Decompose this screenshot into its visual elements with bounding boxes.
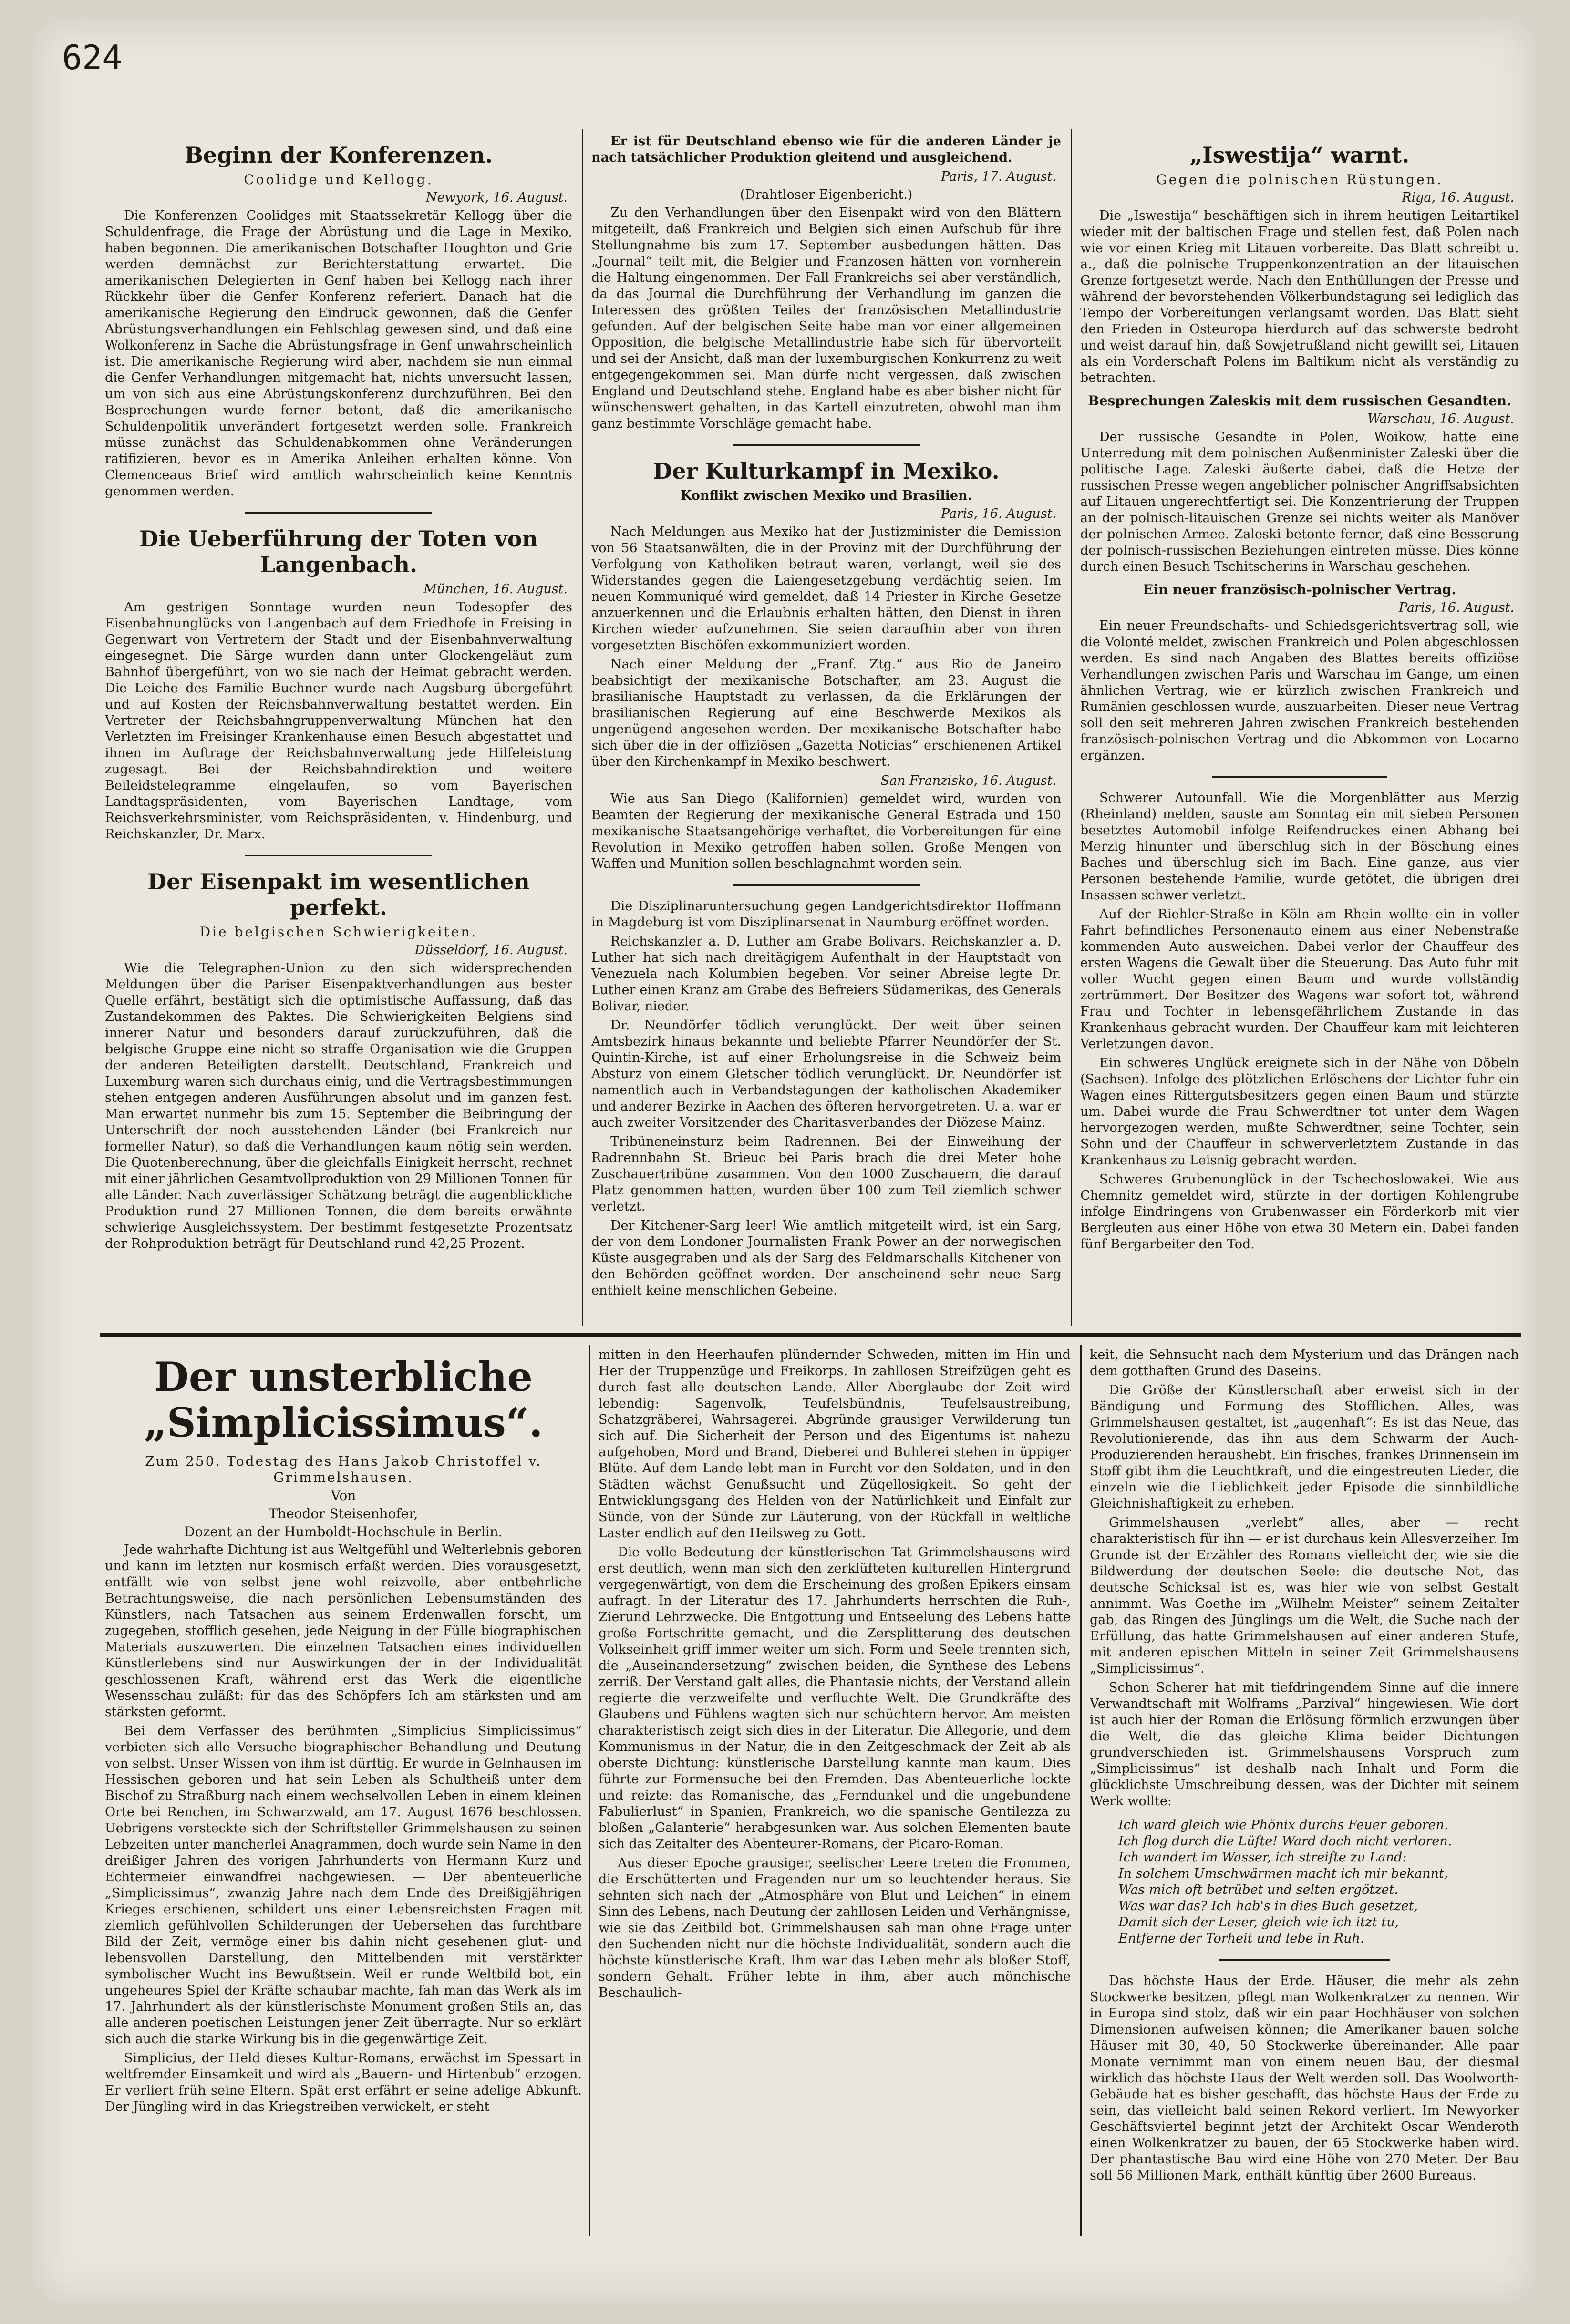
article-paragraph: Simplicius, der Held dieses Kultur-Romans, erwächst im Spessart in weltfremder Einsamkeit und wird als „Bauern- und Hirtenbub“ erzogen. Er verliert früh seine Eltern. Spät erst erfährt er seine adelige Abkunft. Der Jüngling wird in das Kriegstreiben verwickelt, er steht xyxy=(105,2051,582,2114)
column-2 xyxy=(591,134,1061,1326)
dateline: Warschau, 16. August. xyxy=(1367,411,1514,426)
column-rule xyxy=(589,1345,590,2236)
feuilleton-headline: Der unsterbliche „Simplicissimus“. xyxy=(144,1353,543,1446)
feuilleton-column-1 xyxy=(105,1340,582,2236)
subheadline: Ein neuer französisch-polnischer Vertrag. xyxy=(1143,582,1456,597)
article-paragraph: keit, die Sehnsucht nach dem Mysterium und das Drängen nach dem gotthaften Grund des Daseins. xyxy=(1090,1347,1519,1378)
article-paragraph: mitten in den Heerhaufen plündernder Schweden, mitten im Hin und Her der Truppenzüge und Freikorps. In zahllosen Streifzügen geht es durch fast alle deutschen Lande. Aller Aberglaube der Zeit wird lebendig: Sagenvolk, Teufelsbündnis, Teufelsaustreibung, Schatzgräberei, Wahrsagerei. Abgründe grausiger Verwilderung tun sich auf. Die Sicherheit der Person und des Eigentums ist nahezu aufgehoben, Mord und Brand, Dieberei und Buhlerei stehen in üppiger Blüte. Auf dem Lande lebt man in Furcht vor den Soldaten, und in den Städten wächst Genußsucht und Zügellosigkeit. So geht der Entwicklungsgang des Helden von der Natürlichkeit und Einfalt zur Sünde, von der Sünde zur Läuterung, von der Rückfall in weltliche Laster endlich auf den Heilsweg zu Gott. xyxy=(599,1347,1071,1541)
dateline: Paris, 17. August. xyxy=(941,169,1056,184)
article-paragraph: Jede wahrhafte Dichtung ist aus Weltgefühl und Welterlebnis geboren und kann im letzten nur kosmisch erfaßt werden. Dies vorausgesetzt, entfällt wie von selbst jene wohl reizvolle, aber entbehrliche Betrachtungsweise, die nach persönlichen Lebensumständen des Künstlers, nach Tatsachen aus seinem Erdenwallen forscht, um zugegeben, stofflich gesehen, jede Neigung in der Fülle biographischen Materials auszuwerten. Die einzelnen Tatsachen eines individuellen Künstlerlebens sind nur Auswirkungen der in der Individualität geschlossenen Kraft, während erst das Werk die eigentliche Wesensschau zuläßt: für das des Schöpfers Ich am stärksten und am stärksten geformt. xyxy=(105,1542,582,1719)
short-news: Ein schweres Unglück ereignete sich in der Nähe von Döbeln (Sachsen). Infolge des plötzlichen Erlöschens der Lichter fuhr ein Wagen eines Rittergutsbesitzers gegen einen Baum und stürzte um. Dabei wurde die Frau Schwerdtner tot unter dem Wagen hervorgezogen werden, mußte Schwerdtner, seine Tochter, sein Sohn und der Chauffeur in schwerverletztem Zustande in das Krankenhaus zu Leisnig gebracht werden. xyxy=(1080,1056,1519,1168)
headline-eisenpakt: Der Eisenpakt im wesentlichen perfekt. xyxy=(147,869,530,920)
poem xyxy=(1118,1817,1519,1947)
column-3 xyxy=(1080,134,1519,1326)
author-name: Theodor Steisenhofer, xyxy=(269,1506,418,1522)
newspaper-page xyxy=(33,19,1536,2303)
short-news: Schwerer Autounfall. Wie die Morgenblätter aus Merzig (Rheinland) melden, sauste am Sonntag ein mit sieben Personen besetztes Automobil infolge Reifendruckes einen Abhang bei Merzig hinunter und überschlug sich in der Böschung eines Baches und überschlug sich im Bach. Eine ganze, aus vier Personen bestehende Familie, wurde getötet, die übrigen drei Insassen schwer verletzt. xyxy=(1080,791,1519,903)
feuilleton-subtitle: Zum 250. Todestag des Hans Jakob Christoffel v. Grimmelshausen. xyxy=(145,1453,542,1485)
article-paragraph: Aus dieser Epoche grausiger, seelischer Leere treten die Frommen, die Erschütterten und Fragenden nur um so leuchtender heraus. Sie sehnten sich nach der „Atmosphäre von Blut und Leichen“ in einem Sinn des Lebens, nach Deutung der zahllosen Leiden und Verhängnisse, wie sie das Zeitbild bot. Grimmelshausen sah man ohne Frage unter den Suchenden nicht nur die höchste Individualität, sondern auch die höchste künstlerische Kraft. Ihm war das Leben mehr als bloßer Stoff, sondern Gehalt. Früher lebte in ihm, aber auch mönchische Beschaulich- xyxy=(599,1856,1071,2000)
article-paragraph: Nach einer Meldung der „Franf. Ztg.“ aus Rio de Janeiro beabsichtigt der mexikanische Botschafter, am 23. August die brasilianische Hauptstadt zu verlassen, da die Erklärungen der brasilianischen Regierung auf eine Beschwerde Mexikos als ungenügend angesehen werden. Der mexikanische Botschafter habe sich über die in der offiziösen „Gazetta Noticias“ erschienenen Artikel über den Kirchenkampf in Mexiko beschwert. xyxy=(591,657,1061,769)
dateline: San Franzisko, 16. August. xyxy=(880,773,1056,788)
article-paragraph: Am gestrigen Sonntage wurden neun Todesopfer des Eisenbahnunglücks von Langenbach auf dem Friedhofe in Freising in Gegenwart von Vertretern der Stadt und der Eisenbahnverwaltung eingesegnet. Die Särge wurden dann unter Glockengeläut zum Bahnhof übergeführt, von wo sie nach der Heimat gebracht werden. Die Leiche des Familie Buchner wurde nach Augsburg übergeführt und auf Kosten der Reichsbahnverwaltung bestattet werden. Ein Vertreter der Reichsbahngruppenverwaltung München hat den Verletzten im Freisinger Krankenhause einen Besuch abgestattet und ihnen im Auftrage der Reichsbahnverwaltung jede Hilfeleistung zugesagt. Bei der Reichsbahndirektion und weitere Beileidstelegramme eingelaufen, so vom Bayerischen Landtagspräsidenten, vom Bayerischen Landtage, vom Reichsverkehrsminister, vom Reichspräsidenten, v. Hindenburg, und Reichskanzler, Dr. Marx. xyxy=(105,600,572,842)
short-news: Dr. Neundörfer tödlich verunglückt. Der weit über seinen Amtsbezirk hinaus bekannte und beliebte Pfarrer Neundörfer der St. Quintin-Kirche, ist auf einer Erholungsreise in die Schweiz beim Absturz von einem Gletscher tödlich verunglückt. Dr. Neundörfer ist namentlich auch in Verbandstagungen der katholischen Akademiker und anderer Bezirke in Aachen des öfteren hervorgetreten. U. a. war er auch zweiter Vorsitzender des Charitasverbandes der Diözese Mainz. xyxy=(591,1018,1061,1130)
article-paragraph: Die „Iswestija“ beschäftigen sich in ihrem heutigen Leitartikel wieder mit der baltischen Frage und stellen fest, daß Polen nach wie vor einen Krieg mit Litauen vorbereite. Das Blatt schreibt u. a., daß die polnische Truppenkonzentration an der litauischen Grenze fortgesetzt werde. Nach den Enthüllungen der Presse und während der bevorstehenden Völkerbundstagung sei lediglich das Tempo der Vorbereitungen verlangsamt worden. Das Blatt sieht den Frieden in Osteuropa hierdurch auf das schwerste bedroht und weist darauf hin, daß Sowjetrußland nicht gewillt sei, Litauen als ein Vorderschaft Polens im Baltikum nicht als verständig zu betrachten. xyxy=(1080,208,1519,385)
note: (Drahtloser Eigenbericht.) xyxy=(740,187,913,202)
article-paragraph: Zu den Verhandlungen über den Eisenpakt wird von den Blättern mitgeteilt, daß Frankreich und Belgien sich einen Aufschub für ihre Stellungnahme bis zum 17. September ausbedungen hätten. Das „Journal“ teilt mit, die Belgier und Franzosen hätten von vornherein die Haltung eingenommen. Der Fall Frankreichs sei aber verständlich, da das Journal die Durchführung der Verhandlung im ganzen die Interessen des größten Teiles der französischen Metallindustrie gefunden. Auf der belgischen Seite habe man vor einer allgemeinen Opposition, die belgische Metallindustrie habe sich für übervorteilt und sei der Ansicht, daß man der luxemburgischen Konkurrenz zu weit entgegengekommen sei. Man dürfe nicht vergessen, daß zwischen England und Deutschland stehe. England habe es aber bisher nicht für wünschenswert gehalten, in das Kartell einzutreten, obwohl man ihm ganz bestimmte Vorschläge gemacht habe. xyxy=(591,206,1061,431)
article-paragraph: Der russische Gesandte in Polen, Woikow, hatte eine Unterredung mit dem polnischen Außenminister Zaleski über die politische Lage. Zaleski äußerte dabei, daß die Hetze der russischen Presse wegen angeblicher polnischer Angriffsabsichten auf Litauen ungerechtfertigt sei. Die Konzentrierung der Truppen an der polnisch-litauischen Grenze sei nichts weiter als Manöver der polnischen Armee. Zaleski betonte ferner, daß eine Besserung der polnisch-russischen Beziehungen eintreten müsse. Dies könne durch einen Besuch Tschitscherins in Warschau geschehen. xyxy=(1080,430,1519,574)
separator xyxy=(1212,776,1387,778)
subhead: Coolidge und Kellogg. xyxy=(244,172,434,187)
dateline: München, 16. August. xyxy=(423,582,568,596)
author-role: Dozent an der Humboldt-Hochschule in Berlin. xyxy=(184,1524,503,1540)
short-news: Reichskanzler a. D. Luther am Grabe Bolivars. Reichskanzler a. D. Luther hat sich nach dreitägigem Aufenthalt in der Hauptstadt von Venezuela nach Kolumbien begeben. Vor seiner Abreise legte Dr. Luther einen Kranz am Grabe des Befreiers Südamerikas, des Generals Bolivar, nieder. xyxy=(591,934,1061,1014)
dateline: Paris, 16. August. xyxy=(1399,600,1514,615)
article-paragraph: Ein neuer Freundschafts- und Schiedsgerichtsvertrag soll, wie die Volonté meldet, zwischen Frankreich und Polen abgeschlossen werden. Es sind nach Angaben des Blattes bereits offiziöse Verhandlungen zwischen Paris und Warschau im Gange, um einen ähnlichen Vertrag, wie er kürzlich zwischen Frankreich und Rumänien geschlossen wurde, auszuarbeiten. Dieser neue Vertrag soll den seit mehreren Jahren zwischen Frankreich bestehenden französisch-polnischen Vertrag und die Abkommen von Locarno ergänzen. xyxy=(1080,618,1519,763)
short-news: Der Kitchener-Sarg leer! Wie amtlich mitgeteilt wird, ist ein Sarg, der von dem Londoner Journalisten Frank Power an der norwegischen Küste ausgegraben und als der Sarg des Feldmarschalls Kitchener von den Behörden geöffnet worden. Der anscheinend sehr neue Sarg enthielt keine menschlichen Gebeine. xyxy=(591,1218,1061,1298)
separator xyxy=(733,444,920,446)
separator xyxy=(245,512,432,514)
short-news: Schweres Grubenunglück in der Tschechoslowakei. Wie aus Chemnitz gemeldet wird, stürzte in der dortigen Kohlengrube infolge Eindringens von Grubenwasser ein Förderkorb mit vier Bergleuten aus einer Höhe von etwa 30 Metern ein. Dabei fanden fünf Bergarbeiter den Tod. xyxy=(1080,1172,1519,1252)
article-paragraph: Die Konferenzen Coolidges mit Staatssekretär Kellogg über die Schuldenfrage, die Frage der Abrüstung und die Lage in Mexiko, haben begonnen. Die amerikanischen Botschafter Houghton und Grie werden demnächst zur Berichterstattung erwartet. Die amerikanischen Delegierten in Genf haben bei Kellogg nach ihrer Rückkehr über die Genfer Konferenz referiert. Danach hat die amerikanische Regierung den Eindruck gewonnen, daß die Genfer Abrüstungsverhandlungen ein Fehlschlag gewesen sind, und daß eine Wolkonferenz in Sache die Abrüstungsfrage in Genf unwahrscheinlich ist. Die amerikanische Regierung wird aber, nachdem sie nun einmal die Genfer Verhandlungen mitgemacht hat, nichts unversucht lassen, um von sich aus eine Abrüstungskonferenz durchzuführen. Bei den Besprechungen wurde ferner betont, daß die amerikanische Schuldenpolitik unverändert fortgesetzt werden solle. Frankreich müsse zunächst das Schuldenabkommen ohne Veränderungen ratifizieren, bevor es in Amerika Anleihen erhalten könne. Von Clemenceaus Brief wird amtlich wahrscheinlich keine Kenntnis genommen werden. xyxy=(105,208,572,499)
headline-langenbach: Die Ueberführung der Toten von Langenbach. xyxy=(139,526,538,577)
subhead: Konflikt zwischen Mexiko und Brasilien. xyxy=(680,488,972,503)
short-news: Das höchste Haus der Erde. Häuser, die mehr als zehn Stockwerke besitzen, pflegt man Wolkenkratzer zu nennen. Wir in Europa sind stolz, daß wir ein paar Hochhäuser von solchen Dimensionen aufweisen können; die Amerikaner bauen solche Häuser mit 30, 40, 50 Stockwerke übereinander. Alle paar Monate vernimmt man von einem neuen Bau, der diesmal wirklich das höchste Haus der Welt werden soll. Das Woolworth-Gebäude hat es bisher geschafft, das höchste Haus der Erde zu sein, das vielleicht bald seinen Rekord verliert. Im Newyorker Geschäftsviertel beginnt jetzt der Architekt Oscar Wenderoth einen Wolkenkratzer zu bauen, der 65 Stockwerke haben wird. Der phantastische Bau wird eine Höhe von 270 Meter. Der Bau soll 56 Millionen Mark, enthält künftig über 2600 Bureaus. xyxy=(1090,1974,1519,2183)
poem-line: Entferne der Torheit und lebe in Ruh. xyxy=(1118,1931,1364,1946)
headline-kulturkampf: Der Kulturkampf in Mexiko. xyxy=(653,458,1000,484)
short-news: Die Disziplinaruntersuchung gegen Landgerichtsdirektor Hoffmann in Magdeburg ist vom Disziplinarsenat in Naumburg eröffnet worden. xyxy=(591,899,1061,930)
article-paragraph: Grimmelshausen „verlebt“ alles, aber — recht charakteristisch für ihn — er ist durchaus kein Allesverzeiher. Im Grunde ist der Erzähler des Romans vielleicht der, wie sie die Bildwerdung der deutschen Seele: die deutsche Not, das deutsche Schicksal ist es, was hier wie von selbst Gestalt annimmt. Was Goethe im „Wilhelm Meister“ seinem Zeitalter gab, das Ringen des Jünglings um die Welt, die Suche nach der Erfüllung, das hatte Grimmelshausen auf einer anderen Stufe, mit anderen epischen Mitteln in seiner Zeit Grimmelshausens „Simplicissimus“. xyxy=(1090,1515,1519,1676)
byline-von: Von xyxy=(331,1488,356,1503)
article-paragraph: Wie die Telegraphen-Union zu den sich widersprechenden Meldungen über die Pariser Eisenpaktverhandlungen aus bester Quelle erfährt, bestätigt sich die optimistische Auffassung, daß das Zustandekommen des Paktes. Die Schwierigkeiten Belgiens sind innerer Natur und besonders darauf zurückzuführen, daß die belgische Gruppe eine nicht so straffe Organisation wie die Gruppen der anderen Beteiligten darstellt. Deutschland, Frankreich und Luxemburg waren sich durchaus einig, und die Vertragsbestimmungen stehen entgegen anderen Ausführungen absolut und im ganzen fest. Man erwartet nunmehr bis zum 15. September die Beibringung der Unterschrift der noch ausstehenden Länder (bei Frankreich nur formeller Natur), so daß die Verhandlungen kaum nötig sein werden. Die Quotenberechnung, über die gleichfalls Einigkeit herrscht, rechnet mit einer jährlichen Gesamtvollproduktion von 29 Millionen Tonnen für alle Länder. Nach zuverlässiger Schätzung beträgt die augenblickliche Produktion rund 27 Millionen Tonnen, die dem bereits erwähnte schwierige Ausgleichssystem. Der bestimmt festgesetzte Prozentsatz der Rohproduktion beträgt für Deutschland rund 42,25 Prozent. xyxy=(105,961,572,1251)
poem-line: Ich wandert im Wasser, ich streifte zu Land: xyxy=(1118,1850,1407,1865)
column-rule xyxy=(582,129,583,1326)
separator xyxy=(245,855,432,856)
subhead: Die belgischen Schwierigkeiten. xyxy=(199,924,478,940)
headline-konferenzen: Beginn der Konferenzen. xyxy=(184,142,493,168)
separator xyxy=(733,884,920,886)
dateline: Riga, 16. August. xyxy=(1402,190,1514,205)
column-1 xyxy=(105,134,572,1326)
separator xyxy=(1219,1959,1390,1961)
poem-line: Was mich oft betrübet und selten ergötzet. xyxy=(1118,1882,1398,1897)
poem-line: Was war das? Ich hab's in dies Buch gesetzet, xyxy=(1118,1899,1418,1913)
headline-iswestija: „Iswestija“ warnt. xyxy=(1189,142,1410,168)
poem-line: In solchem Umschwärmen macht ich mir bekannt, xyxy=(1118,1866,1448,1881)
column-rule xyxy=(1071,129,1072,1326)
article-paragraph: Schon Scherer hat mit tiefdringendem Sinne auf die innere Verwandtschaft mit Wolframs „Parzival“ hingewiesen. Wie dort ist auch hier der Roman die Erlösung förmlich erzwungen über die Welt, die das gleiche Klima beider Dichtungen grundverschieden ist. Grimmelshausens Vorspruch zum „Simplicissimus“ ist deshalb nach Inhalt und Form die glücklichste Umschreibung dessen, was der Dichter mit seinem Werk wollte: xyxy=(1090,1680,1519,1809)
subheadline: Besprechungen Zaleskis mit dem russischen Gesandten. xyxy=(1088,393,1511,409)
article-paragraph: Er ist für Deutschland ebenso wie für die anderen Länder je nach tatsächlicher Produktion gleitend und ausgleichend. xyxy=(591,134,1061,165)
dateline: Newyork, 16. August. xyxy=(425,190,568,205)
short-news: Auf der Riehler-Straße in Köln am Rhein wollte ein in voller Fahrt befindliches Personenauto einem aus einer Nebenstraße kommenden Auto ausweichen. Dabei verlor der Chauffeur des ersten Wagens die Gewalt über die Steuerung. Das Auto fuhr mit voller Wucht gegen einen Baum und wurde vollständig zertrümmert. Der Besitzer des Wagens war sofort tot, während Frau und Tochter in lebensgefährlichem Zustande in das Krankenhaus gebracht wurden. Der Chauffeur kam mit leichteren Verletzungen davon. xyxy=(1080,907,1519,1051)
poem-line: Ich ward gleich wie Phönix durchs Feuer geboren, xyxy=(1118,1818,1448,1832)
article-paragraph: Die Größe der Künstlerschaft aber erweist sich in der Bändigung und Formung des Stofflichen. Alles, was Grimmelshausen gestaltet, ist „augenhaft“: Es ist das Neue, das Revolutionierende, das ihn aus dem Schwarm der Auch-Produzierenden heraushebt. Ein frisches, frankes Drinnensein im Stoff gibt ihm die Leuchtkraft, und die eingestreuten Lieder, die einzeln wie die Lieblichkeit jeder Episode die sinnbildliche Gleichnishaftigkeit zu erheben. xyxy=(1090,1383,1519,1511)
dateline: Düsseldorf, 16. August. xyxy=(414,943,568,957)
subhead: Gegen die polnischen Rüstungen. xyxy=(1156,172,1443,187)
article-paragraph: Wie aus San Diego (Kalifornien) gemeldet wird, wurden von Beamten der Regierung der mexikanische General Estrada und 150 mexikanische Staatsangehörige verhaftet, die Vorbereitungen für eine Revolution in Mexiko getroffen haben sollen. Große Mengen von Waffen und Munition sollen beschlagnahmt worden sein. xyxy=(591,792,1061,871)
article-paragraph: Bei dem Verfasser des berühmten „Simplicius Simplicissimus“ verbieten sich alle Versuche biographischer Behandlung und Deutung von selbst. Unser Wissen von ihm ist dürftig. Er wurde in Gelnhausen im Hessischen geboren und hat sein Leben als Schultheiß unter dem Bischof zu Straßburg nach einem wechselvollen Leben in einem kleinen Orte bei Renchen, im Schwarzwald, am 17. August 1676 beschlossen. Uebrigens versteckte sich der Schriftsteller Grimmelshausen zu seinen Lebzeiten unter mancherlei Anagrammen, doch wurde sein Name in den dreißiger Jahren des vorigen Jahrhunderts von Hermann Kurz und Echtermeier einwandfrei nachgewiesen. — Der abenteuerliche „Simplicissimus“, zwanzig Jahre nach dem Ende des Dreißigjährigen Krieges erschienen, schildert uns einer Lebensreichsten Fragen mit ziemlich gefühlvollen Schilderungen der Uebersehen das furchtbare Bild der Zeit, vermöge einer bis dahin nicht gesehenen glut- und lebensvollen Darstellung, den Mittelbenden mit verstärkter symbolischer Wucht ins Bewußtsein. Weil er runde Weltbild bot, ein ungeheures Spiel der Kräfte schaubar machte, fah man das Werk als im 17. Jahrhundert als der künstlerischste Monument großen Stils an, das alle anderen poetischen Leistungen jener Zeit überragte. Nur so erklärt sich auch die starke Wirkung bis in die gegenwärtige Zeit. xyxy=(105,1724,582,2046)
short-news: Tribüneneinsturz beim Radrennen. Bei der Einweihung der Radrennbahn St. Brieuc bei Paris brach die drei Meter hohe Zuschauertribüne zusammen. Von den 1000 Zuschauern, die darauf Platz genommen hatten, wurden über 100 zum Teil ziemlich schwer verletzt. xyxy=(591,1134,1061,1214)
dateline: Paris, 16. August. xyxy=(941,506,1056,521)
poem-line: Ich flog durch die Lüfte! Ward doch nicht verloren. xyxy=(1118,1834,1452,1849)
section-rule xyxy=(100,1333,1521,1337)
feuilleton-column-3 xyxy=(1090,1347,1519,2236)
page-number: 624 xyxy=(62,38,123,77)
column-rule xyxy=(1080,1345,1082,2236)
poem-line: Damit sich der Leser, gleich wie ich itzt tu, xyxy=(1118,1915,1399,1930)
article-paragraph: Die volle Bedeutung der künstlerischen Tat Grimmelshausens wird erst deutlich, wenn man sich den zerklüfteten kulturellen Hintergrund vergegenwärtigt, von dem die Erscheinung des großen Epikers einsam aufragt. In der Literatur des 17. Jahrhunderts herrschten die Ruh-, Zierund Lehrzwecke. Die Entgottung und Entseelung des Lebens hatte große Fortschritte gemacht, und die Zersplitterung des deutschen Volkseinheit griff immer weiter um sich. Form und Seele trennten sich, die „Auseinandersetzung“ zwischen beiden, die Synthese des Lebens zerriß. Der Verstand galt alles, die Phantasie nichts, der Verstand allein regierte die verzweifelte und verfluchte Welt. Die Grundkräfte des Glaubens und Fühlens wagten sich nur schüchtern hervor. Am meisten charakteristisch zeigt sich dies in der Literatur. Die Allegorie, und dem Kommunismus in der Natur, die in den Zeitgeschmack der Zeit ab als oberste Dichtung: künstlerische Darstellung kannte man kaum. Dies führte zur Formensuche bei den Fremden. Das Abenteuerliche lockte und reizte: das Romanische, das „Ferndunkel und die ungebundene Fabulierlust“ in Spanien, Frankreich, wo die spanische Gentilezza zu bloßen „Galanterie“ herabgesunken war. Aus solchen Elementen baute sich das Zeitalter des Abenteurer-Romans, der Picaro-Roman. xyxy=(599,1545,1071,1851)
article-paragraph: Nach Meldungen aus Mexiko hat der Justizminister die Demission von 56 Staatsanwälten, die in der Provinz mit der Durchführung der Verfolgung von Katholiken betraut waren, verlangt, weil sie des Widerstandes gegen die Laiengesetzgebung verdächtig seien. Im neuen Kommuniqué wird gemeldet, daß 14 Priester in Kirche Gesetze anzuerkennen und die Erlaubnis erhalten hätten, den Dienst in ihren Kirchen wieder aufzunehmen. Sie seien daraufhin aber von ihren vorgesetzten Bischöfen exkommuniziert worden. xyxy=(591,524,1061,653)
feuilleton-column-2 xyxy=(599,1347,1071,2236)
